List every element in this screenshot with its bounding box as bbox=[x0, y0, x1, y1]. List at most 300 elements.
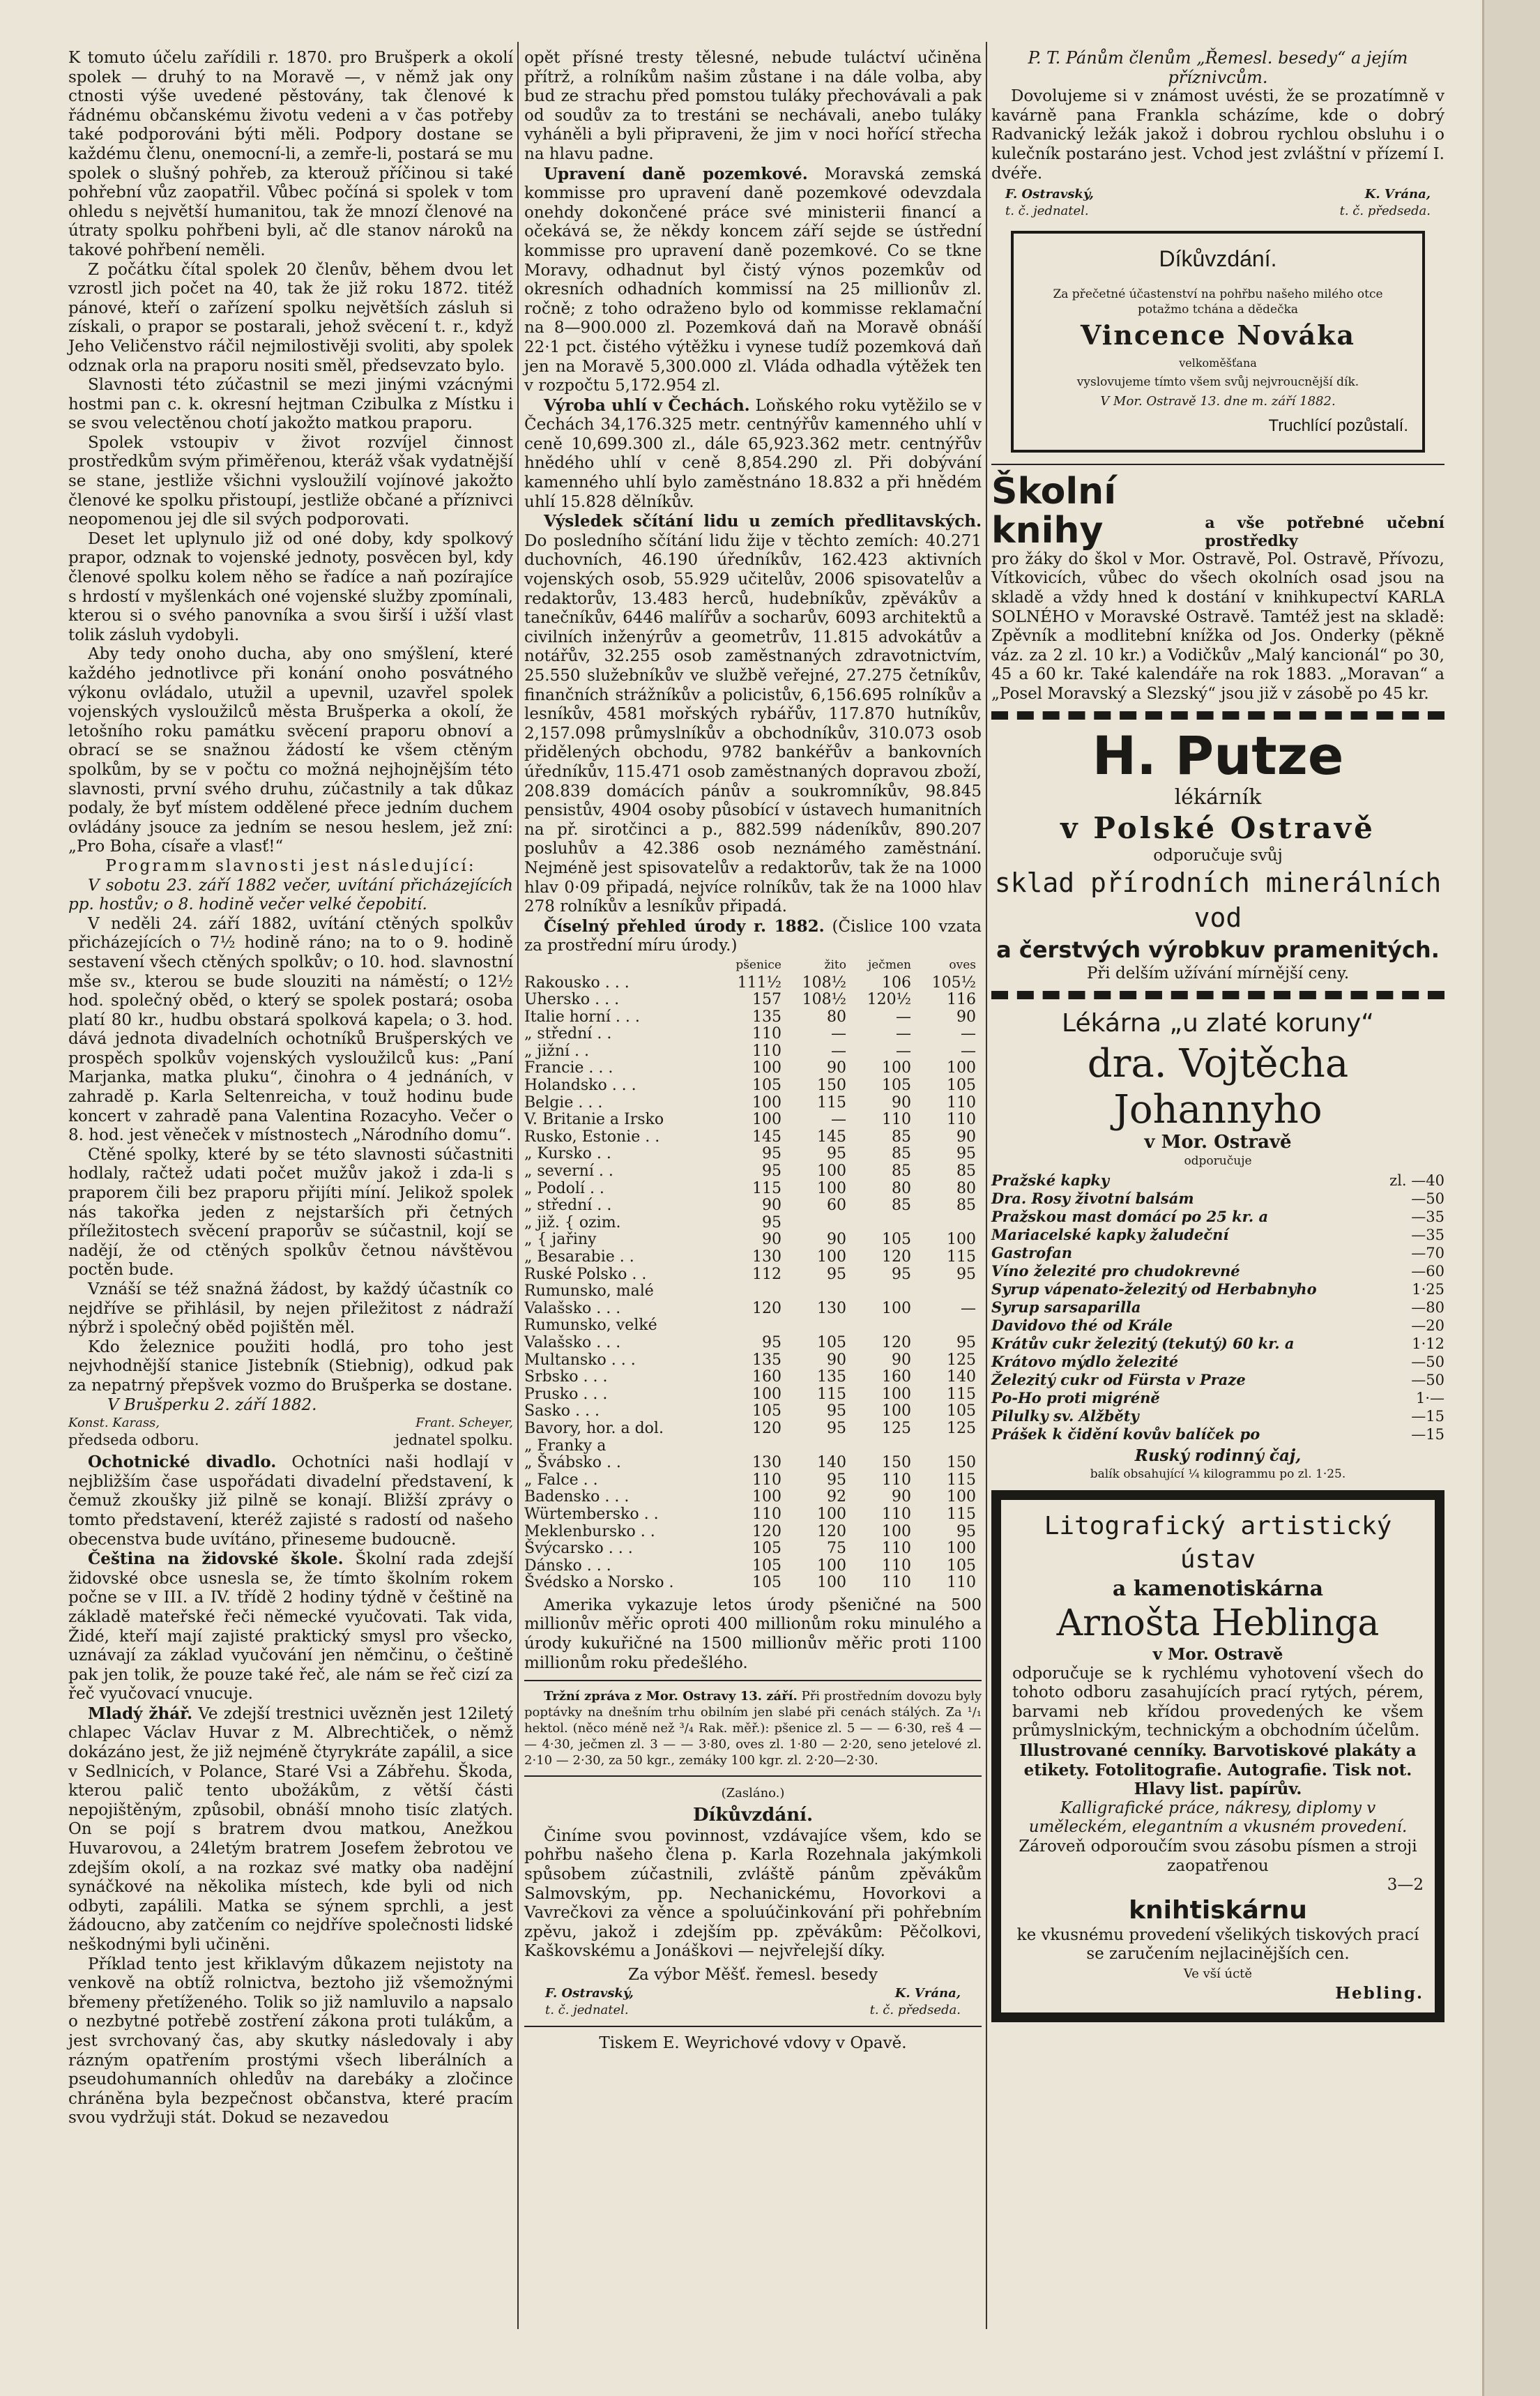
table-row-label: Valašsko . . . bbox=[524, 1299, 621, 1317]
table-cell: 95 bbox=[761, 1333, 782, 1351]
table-note: (Čislice 100 vzata za prostřední míru úrody.) bbox=[524, 917, 982, 955]
price-item: Pražské kapky bbox=[991, 1171, 1110, 1189]
price-row bbox=[991, 1335, 1444, 1353]
table-row-label: „ Franky a bbox=[524, 1436, 607, 1455]
table-cell bbox=[787, 1317, 852, 1335]
table-cell: 85 bbox=[956, 1197, 976, 1215]
table-cell: — bbox=[895, 1008, 911, 1026]
table-row-label: „ Kursko . . bbox=[524, 1145, 611, 1163]
table-cell: 106 bbox=[881, 973, 911, 992]
label-zaslano: (Zasláno.) bbox=[721, 1786, 785, 1801]
table-cell: 100 bbox=[752, 1059, 782, 1077]
program-heading: Programm slavnosti jest následující: bbox=[105, 856, 476, 875]
price-row bbox=[991, 1353, 1444, 1371]
table-row bbox=[524, 1197, 982, 1215]
paragraph: Slavnosti této zúčastnil se mezi jinými vzácnými hostmi pan c. k. okresní hejtman Czibulka z Místku i se svou velectěnou chotí jakožto matkou praporu. bbox=[68, 376, 513, 433]
section-heading: Díkůvzdání. bbox=[692, 1804, 814, 1826]
table-row-label: Bavory, hor. a dol. bbox=[524, 1419, 664, 1437]
price-item: Davidovo thé od Krále bbox=[991, 1316, 1173, 1334]
price-value: —20 bbox=[1411, 1317, 1444, 1334]
table-cell: 120 bbox=[752, 1299, 782, 1317]
table-row bbox=[524, 1575, 982, 1592]
paragraph: Činíme svou povinnost, vzdávajíce všem, kdo se pohřbu našeho člena p. Karla Rozehnala jakýmkoli spůsobem zúčastnili, zvláště pánům zpěvákům Salmovským, pp. Nechanickému, Hovorkovi a Vavrečkovi za věnce a spoluúčinkování při pohřebním zpěvu, jakož i zdejším pp. zpěvákům: Pěčolkovi, Kaškovskému a Jonáškovi — nejvřelejší díky. bbox=[524, 1826, 982, 1961]
table-cell: 105 bbox=[947, 1077, 976, 1095]
table-cell: 95 bbox=[826, 1265, 846, 1283]
table-row bbox=[524, 1438, 982, 1455]
table-row-label: „ střední . . bbox=[524, 1197, 612, 1215]
table-cell: 90 bbox=[956, 1008, 976, 1026]
table-cell: 120 bbox=[816, 1522, 846, 1540]
table-row bbox=[524, 1181, 982, 1198]
price-item: Železitý cukr od Fürsta v Praze bbox=[991, 1370, 1246, 1388]
lithography-ad bbox=[991, 1490, 1444, 2022]
section-heading: Mladý žhář. bbox=[88, 1704, 193, 1723]
table-row-label: Würtembersko . . bbox=[524, 1505, 659, 1523]
table-cell: 120 bbox=[881, 1248, 911, 1266]
table-cell: 130 bbox=[752, 1248, 782, 1266]
paragraph: Kdo železnice použiti hodlá, pro toho jest nejvhodnější stanice Jistebník (Stiebnig), odkud pak za nepatrný přepšvek vozmo do Brušperka se dostane. bbox=[68, 1337, 513, 1395]
section-heading: Čeština na židovské škole. bbox=[88, 1549, 344, 1569]
table-cell bbox=[719, 1317, 787, 1335]
table-cell: 157 bbox=[752, 991, 782, 1009]
lithography-subheading: a kamenotiskárna bbox=[1112, 1577, 1324, 1602]
ad-number: 3—2 bbox=[1387, 1876, 1424, 1895]
table-cell: 105 bbox=[947, 1556, 976, 1575]
table-cell: 135 bbox=[816, 1368, 846, 1386]
signature-left: Konst. Karass, bbox=[68, 1416, 160, 1431]
putze-goods: a čerstvých výrobkuv pramenitých. bbox=[996, 937, 1440, 964]
table-cell: 95 bbox=[826, 1402, 846, 1420]
table-row-label: Italie horní . . . bbox=[524, 1008, 640, 1026]
table-row bbox=[524, 1369, 982, 1386]
putze-recommend: odporučuje svůj bbox=[1153, 846, 1283, 865]
table-cell: 115 bbox=[752, 1179, 782, 1197]
price-value: 1·25 bbox=[1412, 1280, 1444, 1298]
table-row bbox=[524, 1060, 982, 1077]
table-cell: 100 bbox=[752, 1111, 782, 1129]
table-cell: 100 bbox=[816, 1179, 846, 1197]
column-middle bbox=[524, 49, 982, 2053]
table-cell: 105 bbox=[752, 1402, 782, 1420]
paragraph: Moravská zemská kommisse pro upravení daně pozemkové odevzdala onehdy dokončené práce své ministerii financí a očekává se, že někdy koncem září sejde se ústřední kommisse pro upravení daně pozemkové. Co se tkne Moravy, odhadnut byl čistý výnos pozemkův od okresních odhadních kommissí na 25 millionův zl. ročně; z toho odraženo bylo od kommisse reklamační na 8—900.000 zl. Pozemková daň na Moravě obnáší 22·1 pct. čistého výtěžku i vynese tudíž pozemková daň jen na Moravě 5,300.000 zl. Vláda odhadla výtěžek ten v rozpočtu 5,172.954 zl. bbox=[524, 165, 982, 395]
paragraph: K tomuto účelu zařídili r. 1870. pro Brušperk a okolí spolek — druhý to na Moravě —, v němž jak ony ctnosti výše uvedené pěstovány, tak členové k řádnému občanskému životu vedeni a v čas potřeby také podporováni býti měli. Podpory dostane se každému členu, onemocní-li, a zemře-li, postará se mu spolek o slušný pohřeb, za kterouž příčinou si také pohřební vůz zaopatřil. Vůbec počíná si spolek v tom ohledu s největší humanitou, tak že mnozí členové na útraty spolku pohřbeni byli, ač dle stanov nároků na takové pohřbení neměli. bbox=[68, 49, 513, 259]
ad-text: Zároveň odporoučím svou zásobu písmen a stroji zaopatřenou bbox=[1019, 1837, 1417, 1875]
divider bbox=[524, 2026, 982, 2027]
table-cell: 160 bbox=[752, 1368, 782, 1386]
price-item: Víno železité pro chudokrevné bbox=[991, 1261, 1240, 1280]
price-value: —15 bbox=[1411, 1407, 1444, 1425]
ornamental-divider bbox=[991, 711, 1444, 720]
table-row-label: Belgie . . . bbox=[524, 1093, 603, 1112]
table-row bbox=[524, 1420, 982, 1438]
table-cell: 120½ bbox=[867, 991, 911, 1009]
table-cell: 108½ bbox=[802, 973, 846, 992]
table-cell: 115 bbox=[816, 1385, 846, 1403]
putze-name: H. Putze bbox=[1092, 724, 1344, 787]
signatures bbox=[524, 1985, 982, 2002]
table-row bbox=[524, 975, 982, 992]
section-heading: Výroba uhlí v Čechách. bbox=[544, 395, 750, 415]
table-cell: 110 bbox=[881, 1540, 911, 1558]
table-row bbox=[524, 992, 982, 1009]
table-cell: 150 bbox=[816, 1077, 846, 1095]
price-row bbox=[991, 1407, 1444, 1425]
price-value: —60 bbox=[1411, 1262, 1444, 1280]
table-cell: 105 bbox=[947, 1402, 976, 1420]
table-cell: 100 bbox=[947, 1059, 976, 1077]
table-cell: 90 bbox=[826, 1059, 846, 1077]
table-row-label: „ již. { ozim. bbox=[524, 1213, 621, 1231]
signature-right-title: t. č. předseda. bbox=[869, 2002, 961, 2017]
table-cell bbox=[852, 1317, 917, 1335]
price-value: 1·— bbox=[1415, 1389, 1444, 1406]
table-row-label: Meklenbursko . . bbox=[524, 1522, 655, 1540]
table-cell: 100 bbox=[881, 1402, 911, 1420]
table-cell: 95 bbox=[956, 1145, 976, 1163]
table-cell: — bbox=[830, 1025, 846, 1043]
signature-titles bbox=[991, 203, 1444, 220]
table-cell: 160 bbox=[881, 1368, 911, 1386]
paragraph: Loňského roku vytěžilo se v Čechách 34,176.325 metr. centnýřův kamenného uhlí v ceně 10,699.300 zl., dále 65,923.362 metr. centnýřův hnědého uhlí v ceně 8,854.290 zl. Při dobývání kamenného uhlí bylo zaměstnáno 18.832 a při hnědém uhlí 15.828 dělníkův. bbox=[524, 396, 982, 511]
table-cell bbox=[787, 1215, 852, 1232]
table-cell: 95 bbox=[761, 1213, 782, 1231]
table-row-label: Rakousko . . . bbox=[524, 973, 630, 992]
table-row bbox=[524, 1026, 982, 1043]
obituary-box bbox=[1011, 231, 1425, 453]
price-item: Gastrofan bbox=[991, 1243, 1073, 1261]
signature-left-title: t. č. jednatel. bbox=[545, 2002, 629, 2017]
table-cell bbox=[787, 1283, 852, 1301]
table-cell: 95 bbox=[761, 1145, 782, 1163]
table-cell bbox=[719, 1438, 787, 1455]
table-row bbox=[524, 1009, 982, 1026]
price-row bbox=[991, 1226, 1444, 1244]
table-row bbox=[524, 1524, 982, 1541]
paragraph: Amerika vykazuje letos úrody pšeničné na 500 millionův měřic oproti 400 millionům roku minulého a úrody kukuřičné na 1500 millionův měřic proti 1100 millionům roku předešlého. bbox=[524, 1595, 982, 1672]
price-item: Syrup vápenato-železitý od Herbabnyho bbox=[991, 1280, 1317, 1298]
putze-city: v Polské Ostravě bbox=[1060, 810, 1375, 845]
table-row-label: Badensko . . . bbox=[524, 1488, 630, 1506]
table-cell: 100 bbox=[947, 1488, 976, 1506]
table-cell: 120 bbox=[752, 1419, 782, 1437]
table-cell: 95 bbox=[826, 1471, 846, 1489]
price-value: —35 bbox=[1411, 1208, 1444, 1225]
table-cell: 145 bbox=[752, 1128, 782, 1146]
divider bbox=[524, 1680, 982, 1681]
table-row-label: V. Britanie a Irsko bbox=[524, 1111, 664, 1129]
table-row-label: „ Besarabie . . bbox=[524, 1248, 634, 1266]
price-row bbox=[991, 1244, 1444, 1262]
table-cell: 100 bbox=[752, 1488, 782, 1506]
table-row bbox=[524, 1249, 982, 1266]
price-item: Po-Ho proti migréně bbox=[991, 1388, 1160, 1406]
obituary-date: V Mor. Ostravě 13. dne m. září 1882. bbox=[1100, 393, 1336, 409]
table-cell: 90 bbox=[761, 1197, 782, 1215]
table-cell: 80 bbox=[826, 1008, 846, 1026]
table-row bbox=[524, 1386, 982, 1404]
paragraph: Ctěné spolky, které by se této slavnosti súčastniti hodlaly, račtež udati počet mužův jakož i zda-li s praporem čili bez praporu přijíti míní. Jelikož spolek nás takořka jeden z nejstarších při četných příležitostech svěcení praporův se súčastnil, kojí se nadějí, že od ctěných spolkův četnou návštěvou poctěn bude. bbox=[68, 1145, 513, 1280]
table-cell: 85 bbox=[891, 1128, 911, 1146]
table-cell: 90 bbox=[891, 1093, 911, 1112]
signature-left-title: t. č. jednatel. bbox=[1005, 204, 1089, 219]
table-cell: 90 bbox=[956, 1128, 976, 1146]
table-row-label: „ severní . . bbox=[524, 1162, 613, 1181]
paragraph: Spolek vstoupiv v život rozvíjel činnost prostředkům svým přiměřenou, kteráž však vydatnější se stane, jestliže všichni vysloužilí vojínové jakožto členové ke spolku přistoupí, jestliže občané a příznivci neopomenou jej dle sil svých podporovati. bbox=[68, 433, 513, 529]
table-row-label: Sasko . . . bbox=[524, 1402, 600, 1420]
paragraph: Školní rada zdejší židovské obce usnesla se, že tímto školním rokem počne se v III. a IV. třídě 2 hodiny týdně v češtině na základě mateřské řeči německé vyučovati. Tak vida, Židé, kteří mají zajisté praktický smysl pro všecko, uznávají za základ vyučování jen němčinu, o češtině pak jen tolik, že pouze také řeč, ale nám se řeč cizí za řeč vyučovací vnucuje. bbox=[68, 1550, 513, 1704]
table-row-label: „ jižní . . bbox=[524, 1042, 590, 1060]
table-cell: 90 bbox=[826, 1351, 846, 1369]
paragraph: Příklad tento jest křiklavým důkazem nejistoty na venkově na obtíž rolnictva, beztoho již všemožnými břemeny přetíženého. Tolik so již namluvilo a napsalo o nezbytné potřebě zostření zákona proti tulákům, a jest svrchovaný čas, aby skutky následovaly i aby rázným opatřením prostými všech liberálních a pseudohumanních ohledův na darebáky a zločince chráněna byla bezpečnost občanstva, které pracím svou vydržuji stát. Dokud se nezavedou bbox=[68, 1955, 513, 2128]
table-cell: 125 bbox=[947, 1351, 976, 1369]
table-cell: 90 bbox=[761, 1231, 782, 1249]
obituary-name: Vincence Nováka bbox=[1080, 319, 1356, 351]
price-value: —50 bbox=[1411, 1371, 1444, 1388]
table-cell: 115 bbox=[947, 1385, 976, 1403]
table-row-label: „ Podolí . . bbox=[524, 1179, 604, 1197]
table-cell: 95 bbox=[761, 1162, 782, 1181]
table-cell: 110 bbox=[947, 1574, 976, 1592]
table-cell: 105 bbox=[752, 1077, 782, 1095]
paragraph: V sobotu 23. září 1882 večer, uvítání přicházejících pp. hostův; o 8. hodině večer velké čepobití. bbox=[68, 876, 513, 914]
section-heading: Číselný přehled úrody r. 1882. bbox=[544, 916, 825, 936]
pharmacy-city: v Mor. Ostravě bbox=[1144, 1131, 1292, 1153]
table-cell: — bbox=[895, 1042, 911, 1060]
table-row-label: „ Falce . . bbox=[524, 1471, 598, 1489]
table-row-label: Holandsko . . . bbox=[524, 1077, 636, 1095]
table-cell: 60 bbox=[826, 1197, 846, 1215]
table-cell: 100 bbox=[947, 1231, 976, 1249]
table-cell: 105 bbox=[752, 1556, 782, 1575]
table-row bbox=[524, 1540, 982, 1558]
price-row bbox=[991, 1298, 1444, 1317]
table-cell bbox=[917, 1317, 982, 1335]
price-item: Krátův cukr železitý (tekutý) 60 kr. a bbox=[991, 1334, 1295, 1352]
price-item: Pražskou mast domácí po 25 kr. a bbox=[991, 1207, 1269, 1225]
price-row bbox=[991, 1389, 1444, 1407]
divider bbox=[991, 464, 1444, 465]
table-cell: 110 bbox=[881, 1556, 911, 1575]
table-cell: 110 bbox=[947, 1111, 976, 1129]
pharmacy-foot-detail: balík obsahující ¼ kilogrammu po zl. 1·25. bbox=[1090, 1467, 1346, 1482]
table-cell: 125 bbox=[881, 1419, 911, 1437]
ornamental-divider bbox=[991, 991, 1444, 999]
ad-text: ke vkusnému provedení všelikých tiskových prací se zaručením nejlacinějších cen. bbox=[1016, 1925, 1419, 1964]
lithography-name: Arnošta Heblinga bbox=[1056, 1602, 1380, 1645]
table-cell: 115 bbox=[947, 1505, 976, 1523]
ad-text: Kalligrafické práce, nákresy, diplomy v uměleckém, elegantním a vkusném provedení. bbox=[1028, 1798, 1408, 1837]
table-cell: 108½ bbox=[802, 991, 846, 1009]
signature-left: F. Ostravský, bbox=[1005, 187, 1094, 202]
table-row-label: Multansko . . . bbox=[524, 1351, 636, 1369]
table-row bbox=[524, 1489, 982, 1506]
table-row-label: Švédsko a Norsko . bbox=[524, 1574, 674, 1592]
table-cell: 110 bbox=[881, 1574, 911, 1592]
column-rule bbox=[517, 42, 519, 2329]
table-cell: 100 bbox=[816, 1556, 846, 1575]
table-cell: 100 bbox=[816, 1248, 846, 1266]
ad-text: Illustrované cenníky. Barvotiskové plakáty a etikety. Fotolitografie. Autografie. Tisk not. Hlavy list. papírův. bbox=[1019, 1741, 1417, 1799]
table-cell: 85 bbox=[891, 1162, 911, 1181]
price-row bbox=[991, 1262, 1444, 1280]
signature-left-title: předseda odboru. bbox=[68, 1432, 199, 1449]
table-cell: — bbox=[830, 1111, 846, 1129]
table-cell: 135 bbox=[752, 1351, 782, 1369]
paragraph: V neděli 24. září 1882, uvítání ctěných spolkův přicházejících o 7½ hodině ráno; na to o 9. hodině sestavení všech ctěných spolkův; o 10. hod. slavnostní mše sv., kterou se bude slouziti na náměstí; o 12½ hod. společný oběd, o který se spolek postará; osoba platí 80 kr., hudbu obstará spolková kapela; o 3. hod. dává jednota divadelních ochotníků Brušperských ve prospěch spolkův vojenských vysloužilců kus: „Paní Marjanka, matka pluku“, činohra o 4 jednáních, v zahradě p. Karla Seltenreicha, v touž hodinu bude koncert v zahradě pana Valentina Rozacyho. Večer o 8. hod. jest věneček v místnostech „Národního domu“. bbox=[68, 914, 513, 1145]
price-row bbox=[991, 1172, 1444, 1190]
table-row bbox=[524, 1077, 982, 1095]
table-cell: 85 bbox=[891, 1145, 911, 1163]
table-cell: 110 bbox=[881, 1111, 911, 1129]
table-cell: 105 bbox=[816, 1333, 846, 1351]
table-cell: 85 bbox=[956, 1162, 976, 1181]
lithography-printshop: knihtiskárnu bbox=[1129, 1895, 1307, 1925]
table-cell: 110 bbox=[752, 1505, 782, 1523]
table-row bbox=[524, 1283, 982, 1301]
table-cell: 90 bbox=[891, 1351, 911, 1369]
lithography-signature: Hebling. bbox=[1335, 1983, 1424, 2003]
column-left bbox=[68, 49, 513, 2128]
paragraph: Ve zdejší trestnici uvězněn jest 12iletý chlapec Václav Huvar z M. Albrechtiček, o němž dokázáno jest, že již nejméně čtyrykráte zapálil, a sice v Sedlnicích, v Polance, Staré Vsi a Zábřehu. Škoda, kterou palič tento ubožákům, z větší části nepojištěným, způsobil, obnáší mnoho tisíc zlatých. On se pojí s bratrem dvou matkou, Anežkou Huvarovou, a 24letým bratrem Josefem žebrotou ve zdejším okolí, a na rozkaz své matky oba nadějní synáčkové na několika místech, kde byli od nich odbyti, zapálili. Matka se sýnem sprchli, a jest žádoucno, aby zatčením co nejdříve společnosti lidské neškodnými byli učiněni. bbox=[68, 1704, 513, 1954]
price-item: Syrup sarsaparilla bbox=[991, 1298, 1141, 1316]
table-cell: 100 bbox=[752, 1385, 782, 1403]
putze-sklad: sklad přírodních minerálních vod bbox=[994, 867, 1442, 934]
table-cell: 115 bbox=[816, 1093, 846, 1112]
table-cell: 75 bbox=[826, 1540, 846, 1558]
table-row-label: Ruské Polsko . . bbox=[524, 1265, 647, 1283]
table-cell: 100 bbox=[816, 1162, 846, 1181]
table-cell: 110 bbox=[881, 1505, 911, 1523]
price-item: Mariacelské kapky žaludeční bbox=[991, 1225, 1229, 1243]
signature-right: K. Vrána, bbox=[894, 1985, 961, 2001]
table-cell: 100 bbox=[881, 1059, 911, 1077]
price-row bbox=[991, 1425, 1444, 1443]
table-cell: 115 bbox=[947, 1471, 976, 1489]
table-row bbox=[524, 1129, 982, 1146]
table-cell: 105 bbox=[881, 1077, 911, 1095]
pharmacy-recommend: odporučuje bbox=[1184, 1154, 1252, 1169]
table-cell: 111½ bbox=[737, 973, 782, 992]
table-cell: 100 bbox=[881, 1522, 911, 1540]
price-value: —70 bbox=[1411, 1244, 1444, 1261]
obituary-text: Za přečetné účastenství na pohřbu našeho milého otce potažmo tchána a dědečka bbox=[1053, 287, 1383, 317]
price-row bbox=[991, 1371, 1444, 1389]
table-row bbox=[524, 1043, 982, 1061]
paragraph: Vznáší se též snažná žádost, by každý účastník co nejdříve se přihlásil, by nejen přiležitost z nádraží nýbrž i společný oběd pojištěn měl. bbox=[68, 1280, 513, 1337]
table-row-label: Švýcarsko . . . bbox=[524, 1540, 633, 1558]
school-ad-title: Školní knihy bbox=[991, 470, 1117, 552]
table-cell: 120 bbox=[881, 1333, 911, 1351]
table-row bbox=[524, 1472, 982, 1489]
table-row-label: Srbsko . . . bbox=[524, 1368, 608, 1386]
table-cell: 95 bbox=[956, 1522, 976, 1540]
table-cell: 130 bbox=[752, 1454, 782, 1472]
printer-imprint: Tiskem E. Weyrichové vdovy v Opavě. bbox=[599, 2033, 907, 2052]
table-cell bbox=[917, 1438, 982, 1455]
column-rule bbox=[986, 42, 987, 2329]
table-row bbox=[524, 1317, 982, 1335]
table-cell: 110 bbox=[752, 1042, 782, 1060]
table-row-label: „ { jařiny bbox=[524, 1231, 597, 1249]
table-cell bbox=[719, 1283, 787, 1301]
signature-right: K. Vrána, bbox=[1364, 187, 1431, 202]
table-cell: 105 bbox=[752, 1540, 782, 1558]
table-row bbox=[524, 1506, 982, 1524]
price-item: Prášek k čidění kovův balíček po bbox=[991, 1425, 1260, 1443]
divider bbox=[524, 1775, 982, 1777]
table-row bbox=[524, 1301, 982, 1318]
table-row-label: Uhersko . . . bbox=[524, 991, 620, 1009]
signature-left: F. Ostravský, bbox=[545, 1985, 634, 2001]
table-cell: 112 bbox=[752, 1265, 782, 1283]
sender-line: Za výbor Měšť. řemesl. besedy bbox=[628, 1966, 878, 1984]
table-cell: 135 bbox=[752, 1008, 782, 1026]
table-row bbox=[524, 1163, 982, 1181]
table-cell: 100 bbox=[816, 1505, 846, 1523]
table-row bbox=[524, 1231, 982, 1249]
table-row-label: „ Švábsko . . bbox=[524, 1454, 621, 1472]
table-cell: 130 bbox=[816, 1299, 846, 1317]
signature-right-title: t. č. předseda. bbox=[1339, 204, 1431, 219]
table-cell: 116 bbox=[947, 991, 976, 1009]
table-cell: 90 bbox=[891, 1488, 911, 1506]
column-header: oves bbox=[949, 957, 976, 972]
school-ad-header bbox=[991, 472, 1444, 550]
signatures bbox=[991, 183, 1444, 203]
table-row bbox=[524, 1215, 982, 1232]
column-header: ječmen bbox=[867, 957, 911, 972]
table-cell: 95 bbox=[891, 1265, 911, 1283]
table-cell: 140 bbox=[947, 1368, 976, 1386]
table-row-label: „ střední . . bbox=[524, 1025, 612, 1043]
table-cell: 150 bbox=[881, 1454, 911, 1472]
table-row bbox=[524, 1558, 982, 1575]
price-item: Krátovo mýdlo železité bbox=[991, 1352, 1179, 1370]
table-cell: — bbox=[961, 1042, 976, 1060]
table-cell: — bbox=[961, 1299, 976, 1317]
table-row bbox=[524, 1403, 982, 1420]
table-row-label: Francie . . . bbox=[524, 1059, 613, 1077]
price-item: Dra. Rosy životní balsám bbox=[991, 1189, 1194, 1207]
price-row bbox=[991, 1208, 1444, 1226]
table-cell: 105 bbox=[752, 1574, 782, 1592]
table-row bbox=[524, 1146, 982, 1163]
obituary-text: vyslovujeme tímto všem svůj nejvroucnější dík. bbox=[1076, 374, 1359, 389]
table-cell: 90 bbox=[826, 1231, 846, 1249]
section-heading: Tržní zpráva z Mor. Ostravy 13. září. bbox=[544, 1689, 798, 1704]
table-cell: — bbox=[895, 1025, 911, 1043]
table-cell: 100 bbox=[947, 1540, 976, 1558]
table-row-label: Rusko, Estonie . . bbox=[524, 1128, 660, 1146]
table-cell: 115 bbox=[947, 1248, 976, 1266]
signature-titles bbox=[524, 2002, 982, 2019]
putze-role: lékárník bbox=[1174, 784, 1262, 810]
table-row-label: Rumunsko, velké bbox=[524, 1317, 657, 1335]
paragraph: Ochotníci naši hodlají v nejbližším čase uspořádati divadelní představení, k čemuž zkoušky již pilně se konají. Bližší zprávy o tomto představení, kteréž zajisté s radostí od našeho obecenstva bude uvítáno, přineseme budoucně. bbox=[68, 1453, 513, 1549]
price-value: —50 bbox=[1411, 1190, 1444, 1207]
paragraph: Aby tedy onoho ducha, aby ono smýšlení, které každého jednotlivce při konání onoho posvátného výkonu ovládalo, utužil a upevnil, uzavřel spolek vojenských vysloužilců města Brušperka a okolí, že letošního roku památku svěcení praporu obnoví a obrací se se snažnou žádostí ke všem ctěným spolkům, by se v počtu co možná nejhojnějším této slavnosti, první svého druhu, zúčastnily a tak důkaz podaly, že byť místem oddělené přece jedním duchem ovládány jsouce za jedním se nesou heslem, jež zní: „Pro Boha, císaře a vlasť!“ bbox=[68, 645, 513, 856]
table-row bbox=[524, 1095, 982, 1112]
section-heading: Výsledek sčítání lidu u zemích předlitavských. bbox=[544, 512, 982, 531]
table-cell: 80 bbox=[891, 1179, 911, 1197]
table-cell bbox=[852, 1283, 917, 1301]
price-item: Pilulky sv. Alžběty bbox=[991, 1406, 1139, 1425]
table-cell bbox=[787, 1438, 852, 1455]
putze-note: Při delším užívání mírnější ceny. bbox=[1086, 964, 1350, 983]
dateline: V Brušperku 2. září 1882. bbox=[107, 1395, 317, 1414]
table-row bbox=[524, 1352, 982, 1370]
obituary-heading: Díkůvzdání. bbox=[1159, 246, 1277, 272]
